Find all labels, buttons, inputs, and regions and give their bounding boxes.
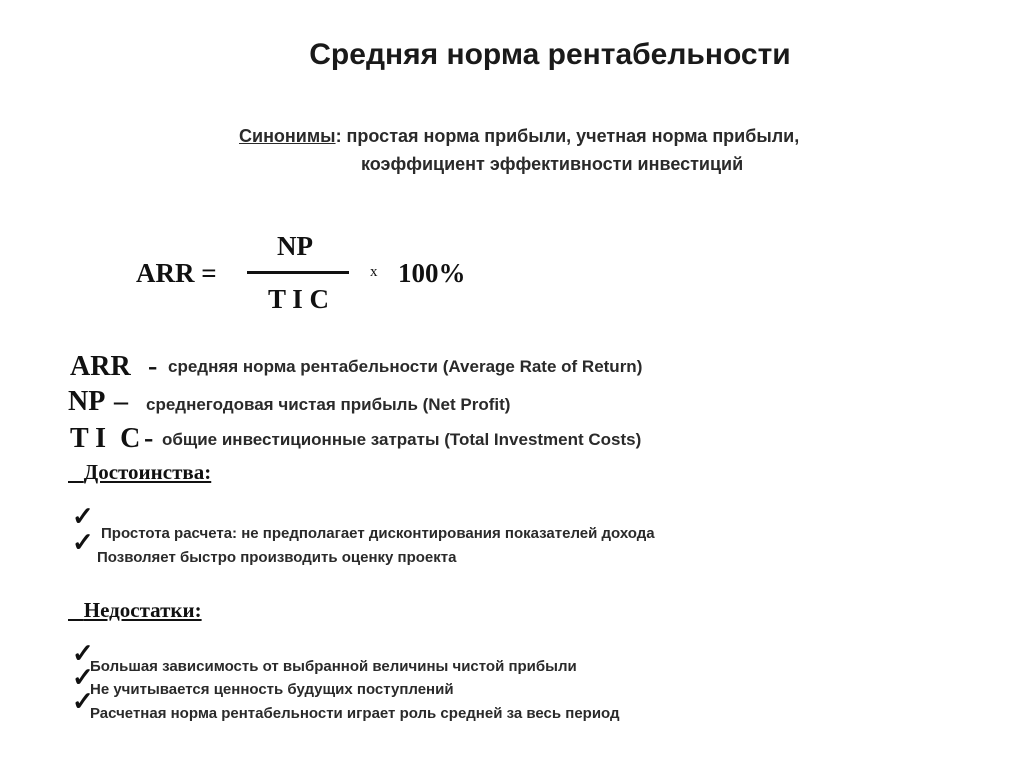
def-symbol-arr: ARR bbox=[70, 351, 131, 382]
formula-numerator: NP bbox=[277, 231, 313, 261]
advantages-heading: Достоинства: bbox=[83, 460, 212, 484]
def-dash-np: – bbox=[114, 386, 128, 417]
def-dash-arr: - bbox=[148, 351, 158, 382]
checkmark-icon: ✓ bbox=[72, 686, 94, 716]
checkmark-icon: ✓ bbox=[72, 638, 94, 668]
def-dash-tic: - bbox=[144, 423, 154, 454]
def-symbol-np: NP bbox=[68, 386, 106, 417]
disadvantages-heading: Недостатки: bbox=[83, 598, 202, 622]
def-text-np: среднегодовая чистая прибыль (Net Profit) bbox=[146, 395, 511, 414]
def-text-tic: общие инвестиционные затраты (Total Investment Costs) bbox=[162, 430, 642, 449]
def-text-arr: средняя норма рентабельности (Average Rate of Return) bbox=[168, 357, 643, 376]
advantage-item-2: Позволяет быстро производить оценку проекта bbox=[97, 549, 457, 566]
disadvantage-item-3: Расчетная норма рентабельности играет роль средней за весь период bbox=[90, 705, 620, 722]
formula-factor: 100% bbox=[398, 258, 466, 288]
synonyms-text-1: : простая норма прибыли, учетная норма прибыли, bbox=[335, 126, 800, 146]
formula-denominator: T I C bbox=[268, 284, 330, 314]
synonyms-label: Синонимы bbox=[239, 126, 336, 146]
disadvantage-item-1: Большая зависимость от выбранной величины чистой прибыли bbox=[90, 658, 577, 675]
synonyms-line-1 bbox=[239, 126, 799, 147]
fraction-bar bbox=[247, 271, 349, 274]
checkmark-icon: ✓ bbox=[72, 501, 94, 531]
disadvantage-item-2: Не учитывается ценность будущих поступлений bbox=[90, 681, 454, 698]
page-title: Средняя норма рентабельности bbox=[309, 38, 791, 71]
checkmark-icon: ✓ bbox=[72, 527, 94, 557]
advantage-item-1: Простота расчета: не предполагает дисконтирования показателей дохода bbox=[101, 525, 655, 542]
formula-times: x bbox=[370, 264, 378, 280]
def-symbol-tic: T I C bbox=[70, 423, 141, 454]
checkmark-icon: ✓ bbox=[72, 662, 94, 692]
formula-lhs: ARR = bbox=[136, 258, 217, 288]
synonyms-line-2: коэффициент эффективности инвестиций bbox=[361, 154, 744, 174]
